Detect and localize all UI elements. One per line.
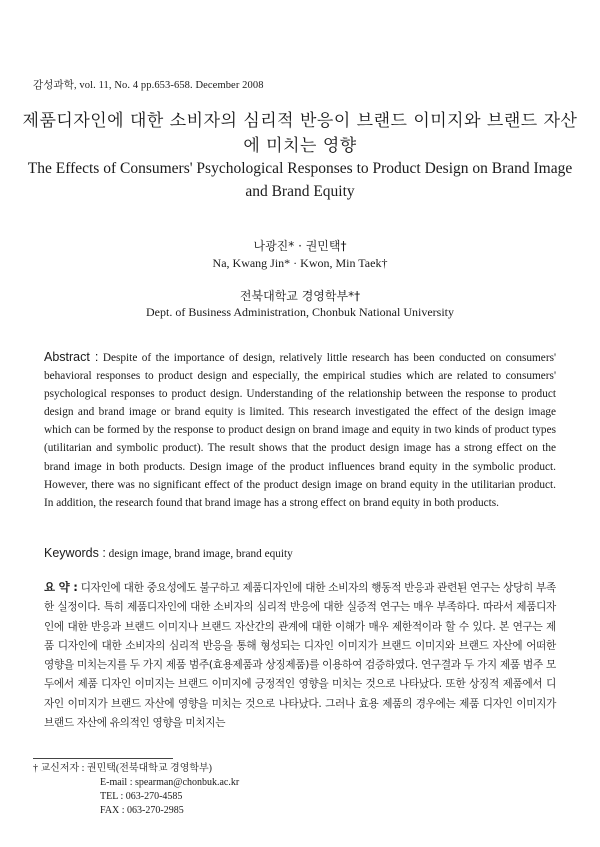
keywords-label: Keywords : <box>44 546 106 560</box>
corresponding-author: 교신저자 : 권민택(전북대학교 경영학부) <box>40 763 212 774</box>
footnote-fax: FAX : 063-270-2985 <box>100 805 184 816</box>
footnote-divider <box>33 758 173 759</box>
affiliation-english: Dept. of Business Administration, Chonbuk National University <box>146 305 454 319</box>
korean-summary <box>44 578 556 733</box>
footnote-marker: † <box>33 763 38 774</box>
authors-korean: 나광진* · 권민택† <box>253 239 347 253</box>
footnote-tel: TEL : 063-270-4585 <box>100 791 183 802</box>
summary-text: 디자인에 대한 중요성에도 불구하고 제품디자인에 대한 소비자의 행동적 반응과 관련된 연구는 상당히 부족한 실정이다. 특히 제품디자인에 대한 소비자의 심리적 반응에 대한 실증적 연구는 매우 부족하다. 따라서 제품디자인에 대한 반응과 브랜드 이미지나 브랜드 자산간의 관계에 대한 이해가 매우 제한적이라 할 수 있다. 본 연구는 제품 디자인에 대한 소비자의 심리적 반응을 통해 형성되는 디자인 이미지가 브랜드 이미지와 브랜드 자산에 어떠한 영향을 미치는지를 두 가지 제품 범주(효용제품과 상징제품)를 이용하여 검증하였다. 연구결과 두 가지 제품 범주 모두에서 제품 디자인 이미지는 브랜드 이미지에 긍정적인 영향을 미치는 것으로 나타났다. 또한 상징적 제품에서 디자인 이미지가 브랜드 자산에 영향을 미치는 것으로 나타났다. 그러나 효용 제품의 경우에는 제품 디자인 이미지가 브랜드 자산에 유의적인 영향을 미치지는 <box>44 582 556 730</box>
korean-title: 제품디자인에 대한 소비자의 심리적 반응이 브랜드 이미지와 브랜드 자산에 미치는 영향 <box>22 111 578 156</box>
keywords-text: design image, brand image, brand equity <box>108 548 293 560</box>
abstract <box>44 348 556 512</box>
english-title: The Effects of Consumers' Psychological Responses to Product Design on Brand Image and Brand Equity <box>27 160 573 200</box>
keywords <box>44 546 556 560</box>
footnote <box>33 762 239 818</box>
summary-label: 요 약 : <box>44 580 78 594</box>
journal-citation: 감성과학, vol. 11, No. 4 pp.653-658. December 2008 <box>33 80 264 91</box>
footnote-email: E-mail : spearman@chonbuk.ac.kr <box>100 777 240 788</box>
abstract-label: Abstract : <box>44 350 99 364</box>
abstract-text: Despite of the importance of design, relatively little research has been conducted on consumers' behavioral responses to product design and especially, the empirical studies which are related to consumers' psychological responses to product design. Understanding of the relationship between the response to product design and brand image or brand equity is limited. This research investigated the effect of the design image which can be formed by the response to product design on brand image and equity in two kinds of product types (utilitarian and symbolic product). The result shows that the product design image has a strong effect on the brand image in both products. Design image of the product influences brand equity in the symbolic product. However, there was no significant effect of the product design image on brand equity in the utilitarian product. In addition, the research found that brand image has a strong effect on brand equity in both products. <box>44 352 557 509</box>
footnote-author-line <box>33 762 239 776</box>
affiliation-korean: 전북대학교 경영학부*† <box>239 289 361 303</box>
authors-english: Na, Kwang Jin* · Kwon, Min Taek† <box>212 256 388 270</box>
